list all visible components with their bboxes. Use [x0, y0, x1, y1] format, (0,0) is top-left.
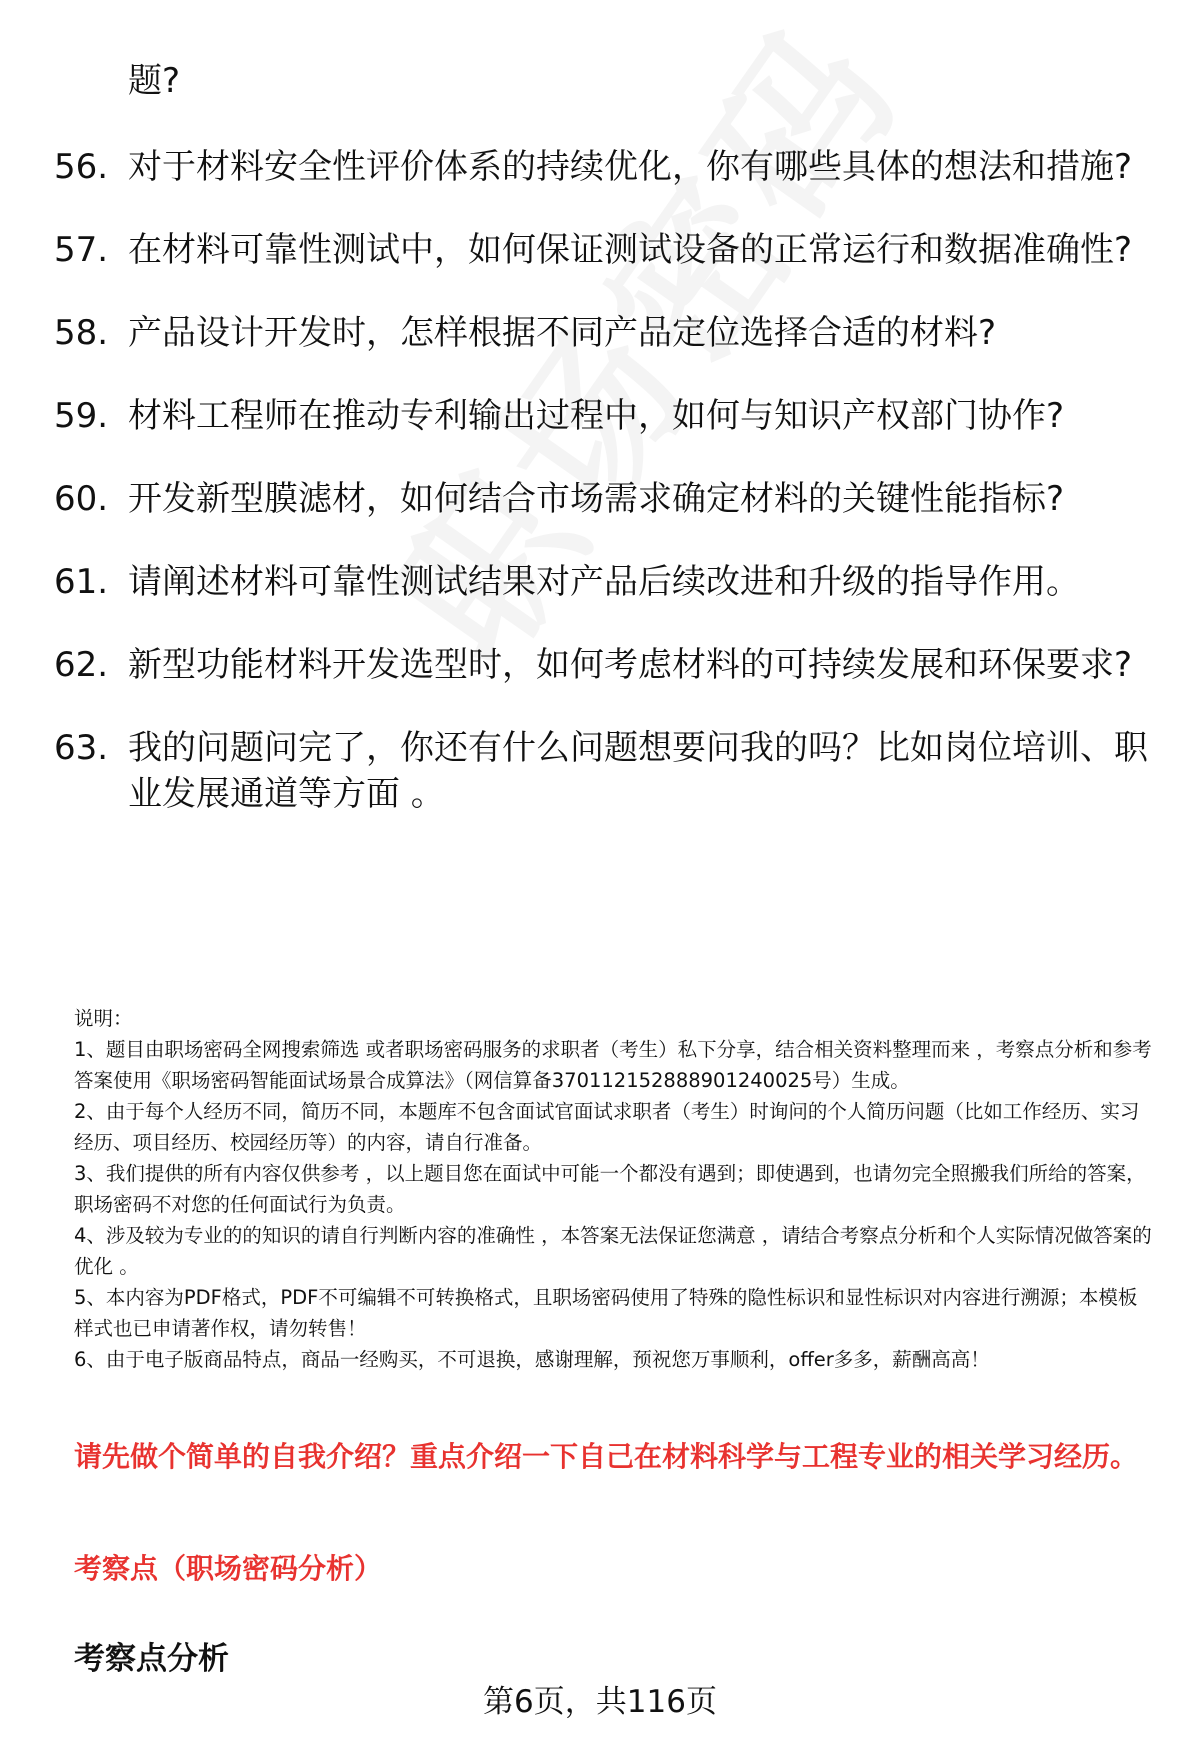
- question-number: 60.: [54, 479, 109, 519]
- note-item: 5、本内容为PDF格式，PDF不可编辑不可转换格式，且职场密码使用了特殊的隐性标识和显性标识对内容进行溯源；本模板样式也已申请著作权，请勿转售！: [74, 1286, 1138, 1340]
- note-item: 3、我们提供的所有内容仅供参考 ，以上题目您在面试中可能一个都没有遇到；即使遇到，也请勿完全照搬我们所给的答案，职场密码不对您的任何面试行为负责。: [74, 1162, 1146, 1216]
- question-text: 在材料可靠性测试中，如何保证测试设备的正常运行和数据准确性?: [128, 230, 1133, 270]
- question-text: 材料工程师在推动专利输出过程中，如何与知识产权部门协作?: [128, 396, 1065, 436]
- notes-heading: 说明：: [74, 1007, 133, 1030]
- question-continuation: 题?: [128, 61, 181, 101]
- note-item: 6、由于电子版商品特点，商品一经购买，不可退换，感谢理解，预祝您万事顺利，offer多多，薪酬高高！: [74, 1348, 990, 1371]
- question-list: [54, 144, 1154, 854]
- question-number: 62.: [54, 645, 109, 685]
- question-text: 对于材料安全性评价体系的持续优化，你有哪些具体的想法和措施?: [128, 147, 1133, 187]
- question-text: 新型功能材料开发选型时，如何考虑材料的可持续发展和环保要求?: [128, 645, 1133, 685]
- note-item: 2、由于每个人经历不同，简历不同，本题库不包含面试官面试求职者（考生）时询问的个人简历问题（比如工作经历、实习经历、项目经历、校园经历等）的内容，请自行准备。: [74, 1100, 1140, 1154]
- question-text: 请阐述材料可靠性测试结果对产品后续改进和升级的指导作用。: [128, 562, 1080, 602]
- section-title: 考察点分析: [74, 1641, 229, 1677]
- interview-question-heading: 请先做个简单的自我介绍？重点介绍一下自己在材料科学与工程专业的相关学习经历。: [74, 1440, 1139, 1473]
- question-number: 56.: [54, 147, 109, 187]
- page-footer: 第6页，共116页: [483, 1684, 717, 1720]
- question-item: [54, 393, 1154, 439]
- assessment-point-heading: 考察点（职场密码分析）: [74, 1552, 383, 1585]
- question-number: 58.: [54, 313, 109, 353]
- question-item: [54, 144, 1154, 190]
- notes-section: [74, 1003, 1154, 1375]
- question-number: 57.: [54, 230, 109, 270]
- note-item: 4、涉及较为专业的的知识的请自行判断内容的准确性 ，本答案无法保证您满意 ，请结合考察点分析和个人实际情况做答案的优化 。: [74, 1224, 1152, 1278]
- question-number: 63.: [54, 728, 109, 768]
- question-number: 61.: [54, 562, 109, 602]
- question-item: [54, 559, 1154, 605]
- question-number: 59.: [54, 396, 109, 436]
- question-item: [54, 642, 1154, 688]
- question-text: 我的问题问完了，你还有什么问题想要问我的吗？比如岗位培训、职业发展通道等方面 。: [128, 728, 1148, 814]
- question-item: [54, 310, 1154, 356]
- question-item: [54, 476, 1154, 522]
- question-text: 开发新型膜滤材，如何结合市场需求确定材料的关键性能指标?: [128, 479, 1065, 519]
- note-item: 1、题目由职场密码全网搜索筛选 或者职场密码服务的求职者（考生）私下分享，结合相关资料整理而来 ，考察点分析和参考答案使用《职场密码智能面试场景合成算法》（网信算备370112152888901240025号）生成。: [74, 1038, 1152, 1092]
- question-item: [54, 227, 1154, 273]
- question-text: 产品设计开发时，怎样根据不同产品定位选择合适的材料?: [128, 313, 997, 353]
- question-item: [54, 725, 1154, 817]
